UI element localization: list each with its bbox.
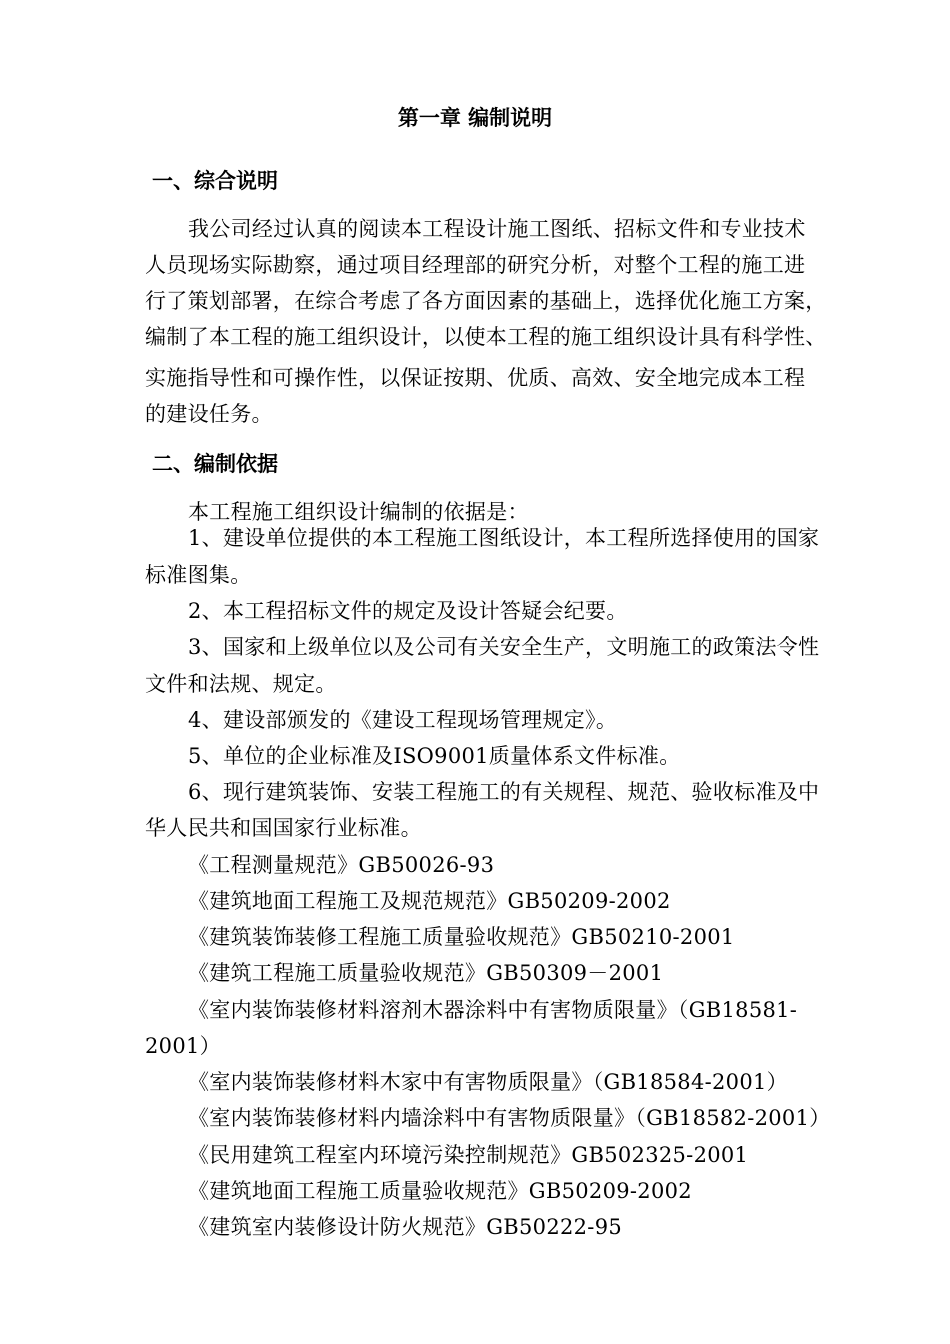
basis-item-6-cont: 华人民共和国国家行业标准。 xyxy=(145,816,422,840)
basis-item-1: 1、建设单位提供的本工程施工图纸设计，本工程所选择使用的国家 xyxy=(188,526,820,550)
paragraph-line: 编制了本工程的施工组织设计，以使本工程的施工组织设计具有科学性、 xyxy=(145,325,827,349)
paragraph-line: 的建设任务。 xyxy=(145,402,273,426)
standard-item: 《建筑地面工程施工及规范规范》GB50209-2002 xyxy=(188,889,671,913)
basis-intro: 本工程施工组织设计编制的依据是： xyxy=(188,500,529,524)
paragraph-line: 人员现场实际勘察，通过项目经理部的研究分析，对整个工程的施工进 xyxy=(145,253,806,277)
basis-item-5: 5、单位的企业标准及ISO9001质量体系文件标准。 xyxy=(188,744,681,768)
standard-item: 《建筑工程施工质量验收规范》GB50309－2001 xyxy=(188,961,664,985)
standard-item: 《室内装饰装修材料木家中有害物质限量》（GB18584-2001） xyxy=(188,1070,788,1094)
basis-item-6: 6、现行建筑装饰、安装工程施工的有关规程、规范、验收标准及中 xyxy=(188,780,820,804)
basis-item-3-cont: 文件和法规、规定。 xyxy=(145,672,337,696)
basis-item-3: 3、国家和上级单位以及公司有关安全生产，文明施工的政策法令性 xyxy=(188,635,820,659)
chapter-title: 第一章 编制说明 xyxy=(397,106,553,130)
standard-item: 《建筑地面工程施工质量验收规范》GB50209-2002 xyxy=(188,1179,692,1203)
standard-item: 《工程测量规范》GB50026-93 xyxy=(188,853,495,877)
paragraph-line: 行了策划部署，在综合考虑了各方面因素的基础上，选择优化施工方案， xyxy=(145,289,827,313)
standard-item: 《室内装饰装修材料溶剂木器涂料中有害物质限量》（GB18581- xyxy=(188,998,798,1022)
standard-item: 《民用建筑工程室内环境污染控制规范》GB502325-2001 xyxy=(188,1143,749,1167)
paragraph-line: 实施指导性和可操作性，以保证按期、优质、高效、安全地完成本工程 xyxy=(145,366,806,390)
section-heading-general: 一、综合说明 xyxy=(152,169,278,193)
paragraph-line: 我公司经过认真的阅读本工程设计施工图纸、招标文件和专业技术 xyxy=(188,217,806,241)
basis-item-4: 4、建设部颁发的《建设工程现场管理规定》。 xyxy=(188,708,618,732)
standard-item-cont: 2001） xyxy=(145,1034,221,1058)
standard-item: 《室内装饰装修材料内墙涂料中有害物质限量》（GB18582-2001） xyxy=(188,1106,831,1130)
section-heading-basis: 二、编制依据 xyxy=(152,452,278,476)
standard-item: 《建筑装饰装修工程施工质量验收规范》GB50210-2001 xyxy=(188,925,735,949)
basis-item-1-cont: 标准图集。 xyxy=(145,563,252,587)
basis-item-2: 2、本工程招标文件的规定及设计答疑会纪要。 xyxy=(188,599,628,623)
standard-item: 《建筑室内装修设计防火规范》GB50222-95 xyxy=(188,1215,623,1239)
